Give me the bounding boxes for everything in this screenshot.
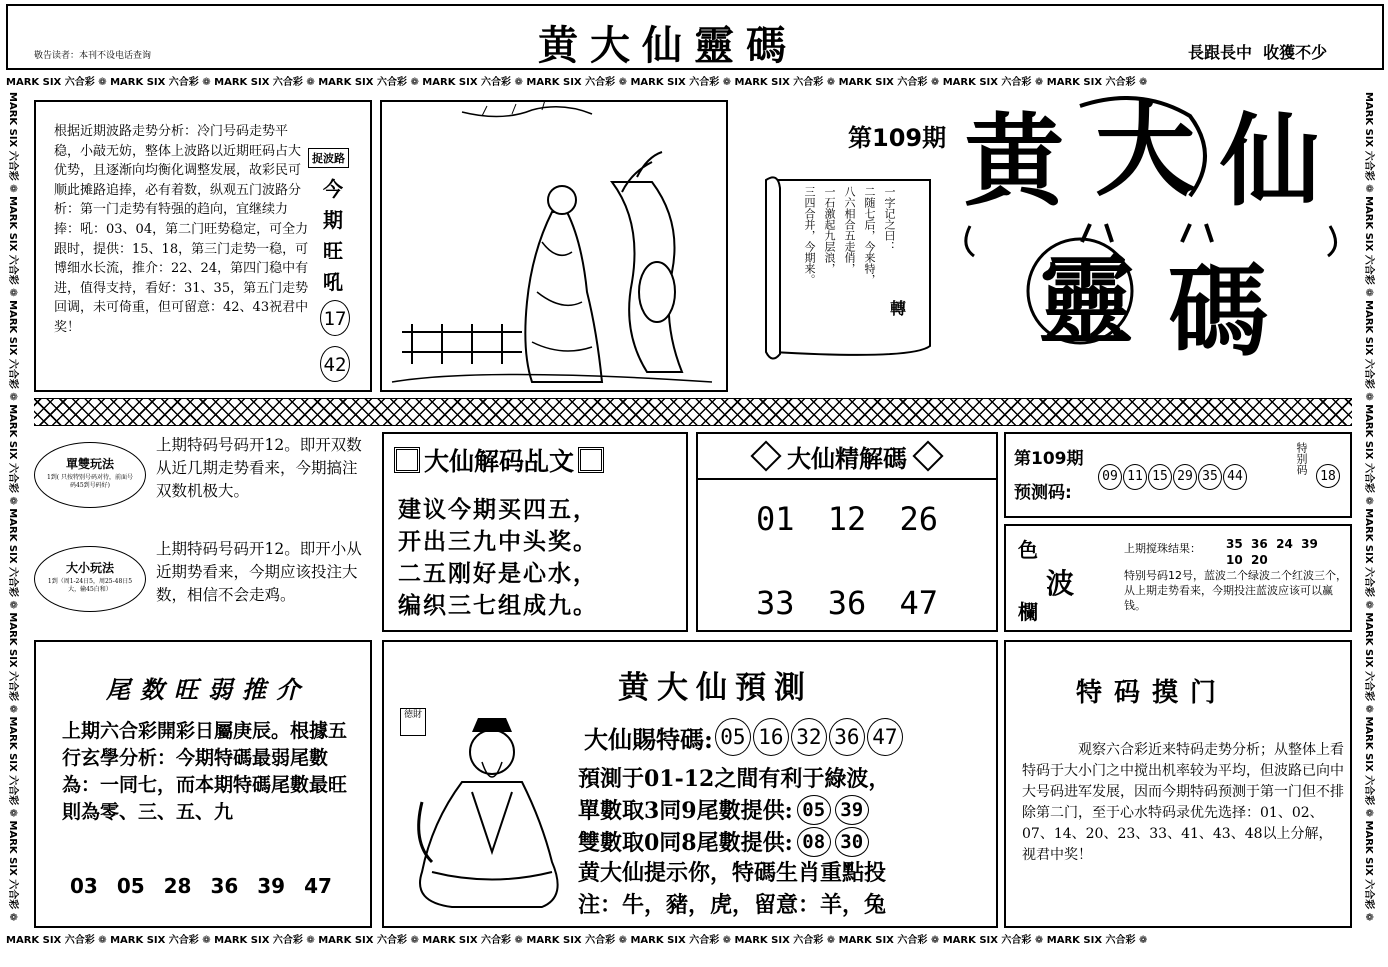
special-number: 18 <box>1316 464 1340 488</box>
notice-text: 敬告读者：本刊不设电话查询 <box>34 51 152 61</box>
door-box <box>1004 640 1352 928</box>
predict-box <box>382 640 998 928</box>
scroll-word: 轉 <box>890 299 907 318</box>
precise-box <box>696 432 998 632</box>
diamond-icon <box>912 440 943 471</box>
forecast-numbers: 09 11 15 29 35 44 <box>1098 464 1247 490</box>
diamond-icon <box>750 440 781 471</box>
door-title: 特码摸门 <box>1076 678 1229 708</box>
big-small-text: 上期特码号码开12。即开小从近期势看来，今期应该投注大数，相信不会走鸡。 <box>156 540 362 604</box>
riddle-title-row: 大仙解码乩文 <box>394 442 604 478</box>
color-wave-label-a: 色 <box>1018 538 1038 562</box>
scholar-illustration <box>382 102 726 390</box>
door-text: 观察六合彩近来特码走势分析；从整体上看特码于大小门之中搅出机率较为平均，但波路已向中大号码进军发展，因而今期特码预测于第一门但不排除第二门，至于心水特码录优先选择：01、02、07、14、20、23、33、41、43、48以上分解，视君中奖！ <box>1022 742 1344 863</box>
border-bottom: MARK SIX 六合彩 ❁ MARK SIX 六合彩 ❁ MARK SIX 六合彩 ❁ MARK SIX 六合彩 ❁ MARK SIX 六合彩 ❁ MARK SIX 六合彩 ❁ MARK SIX 六合彩 ❁ MARK SIX 六合彩 ❁ MARK SIX 六合彩 ❁ MARK SIX 六合彩 ❁ MARK SIX 六合彩 ❁ <box>6 934 1384 950</box>
square-icon <box>394 447 420 473</box>
tail-title: 尾数旺弱推介 <box>106 675 310 704</box>
header-title: 黄大仙靈碼 <box>538 22 798 69</box>
precise-row-2: 33 36 47 <box>755 584 939 622</box>
forecast-box <box>1004 432 1352 518</box>
big-title-da: 大 <box>1095 92 1195 210</box>
border-left: MARK SIX 六合彩 ❁ MARK SIX 六合彩 ❁ MARK SIX 六合彩 ❁ MARK SIX 六合彩 ❁ MARK SIX 六合彩 ❁ MARK SIX 六合彩 ❁ MARK SIX 六合彩 ❁ MARK SIX 六合彩 ❁ <box>7 92 18 922</box>
color-wave-label-b: 波 <box>1046 567 1075 600</box>
hot-number-1: 17 <box>320 300 350 336</box>
border-top: MARK SIX 六合彩 ❁ MARK SIX 六合彩 ❁ MARK SIX 六合彩 ❁ MARK SIX 六合彩 ❁ MARK SIX 六合彩 ❁ MARK SIX 六合彩 ❁ MARK SIX 六合彩 ❁ MARK SIX 六合彩 ❁ MARK SIX 六合彩 ❁ MARK SIX 六合彩 ❁ MARK SIX 六合彩 ❁ <box>6 76 1384 92</box>
precise-row-1: 01 12 26 <box>755 500 939 538</box>
header-slogan: 長跟長中 收獲不少 <box>1188 43 1328 62</box>
special-label: 特别码 <box>1295 442 1308 475</box>
square-icon <box>578 447 604 473</box>
color-wave-label-c: 欄 <box>1018 600 1038 624</box>
predict-line-4: 黄大仙提示你，特碼生肖重點投 <box>578 860 887 886</box>
big-title-ma: 碼 <box>1168 252 1268 370</box>
riddle-lines: 建议今期买四五， 开出三九中头奖。 二五刚好是心水， 编织三七组成九。 <box>398 496 598 619</box>
predict-line-2: 單數取3同9尾數提供: 05 39 <box>578 794 869 825</box>
forecast-label: 预测码: <box>1014 483 1072 503</box>
color-wave-text: 特别号码12号，蓝波二个绿波二个红波三个，从上期走势看来，今期投注蓝波应该可以赢钱。 <box>1124 569 1347 612</box>
predict-line-1: 預測于01-12之間有利于綠波， <box>578 766 891 792</box>
big-title-ling: 靈 <box>1038 244 1134 357</box>
tail-box <box>34 640 372 928</box>
hot-number-2: 42 <box>320 346 350 382</box>
big-small-section <box>34 536 374 632</box>
odd-even-text: 上期特码号码开12。即开双数从近几期走势看来，今期搞注双数机极大。 <box>156 436 362 500</box>
vertical-label: 今 期 旺 吼 <box>323 177 343 294</box>
header-bar <box>6 4 1384 70</box>
border-right: MARK SIX 六合彩 ❁ MARK SIX 六合彩 ❁ MARK SIX 六合彩 ❁ MARK SIX 六合彩 ❁ MARK SIX 六合彩 ❁ MARK SIX 六合彩 ❁ MARK SIX 六合彩 ❁ MARK SIX 六合彩 ❁ <box>1363 92 1374 922</box>
scholar-illustration-box <box>380 100 728 392</box>
big-title <box>950 92 1350 386</box>
riddle-box <box>382 432 688 632</box>
wave-tag: 捉波路 <box>308 148 349 168</box>
predict-line-5: 注：牛，豬，虎，留意：羊，兔 <box>578 892 887 918</box>
wave-analysis-box <box>34 100 372 392</box>
big-small-badge: 大小玩法 1到（周1-24日5，周25-48日5大，输45白和） <box>34 546 146 612</box>
scroll-columns: 一字记之曰： 二随七后，今来特， 八六相合五走俏， 一石激起九层浪， 三四合并，今期来。 <box>803 186 896 285</box>
tail-text: 上期六合彩開彩日屬庚辰。根據五行玄學分析：今期特碼最弱尾數為：一同七，而本期特碼尾數最旺則為零、三、五、九 <box>62 720 348 823</box>
big-title-huang: 黄 <box>964 102 1064 220</box>
issue-label: 第109期 <box>848 124 947 152</box>
tail-numbers: 03 05 28 36 39 47 <box>70 874 332 898</box>
odd-even-badge: 單雙玩法 1到( 只按特别号码对待，前面号码45到号码好) <box>34 442 146 508</box>
last-result-nums: 35 36 24 39 10 20 <box>1226 537 1327 567</box>
color-wave-box <box>1004 524 1352 632</box>
wave-analysis-text: 根据近期波路走势分析：冷门号码走势平稳，小敲无妨，整体上波路以近期旺码占大优势，且逐渐向均衡化调整发展，故彩民可顺此摊路追捧，必有着数，纵观五门波路分析：第一门走势有特强的趋向，宜继续力捧：吼：03、04，第二门旺势稳定，可全力跟时，提供：15、18，第三门走势一稳，可博细水长流，推介：22、24，第四门稳中有进，值得支持，看好：31、35，第五门走势回调，未可倚重，但可留意：42、43祝君中奖！ <box>54 124 309 335</box>
gift-row: 大仙賜特碼: 05 16 32 36 47 <box>584 718 903 756</box>
verse-scroll <box>762 176 940 362</box>
divider-band <box>34 398 1352 426</box>
big-title-xian: 仙 <box>1220 102 1320 220</box>
forecast-issue: 第109期 <box>1014 449 1084 469</box>
odd-even-section <box>34 432 374 528</box>
last-result-label: 上期搅珠结果： <box>1124 542 1201 555</box>
seal-stamp: 徳財 <box>400 708 426 736</box>
precise-title-row: 大仙精解碼 <box>698 434 996 480</box>
predict-title: 黄大仙預測 <box>618 670 813 706</box>
predict-line-3: 雙數取0同8尾數提供: 08 30 <box>578 826 869 857</box>
